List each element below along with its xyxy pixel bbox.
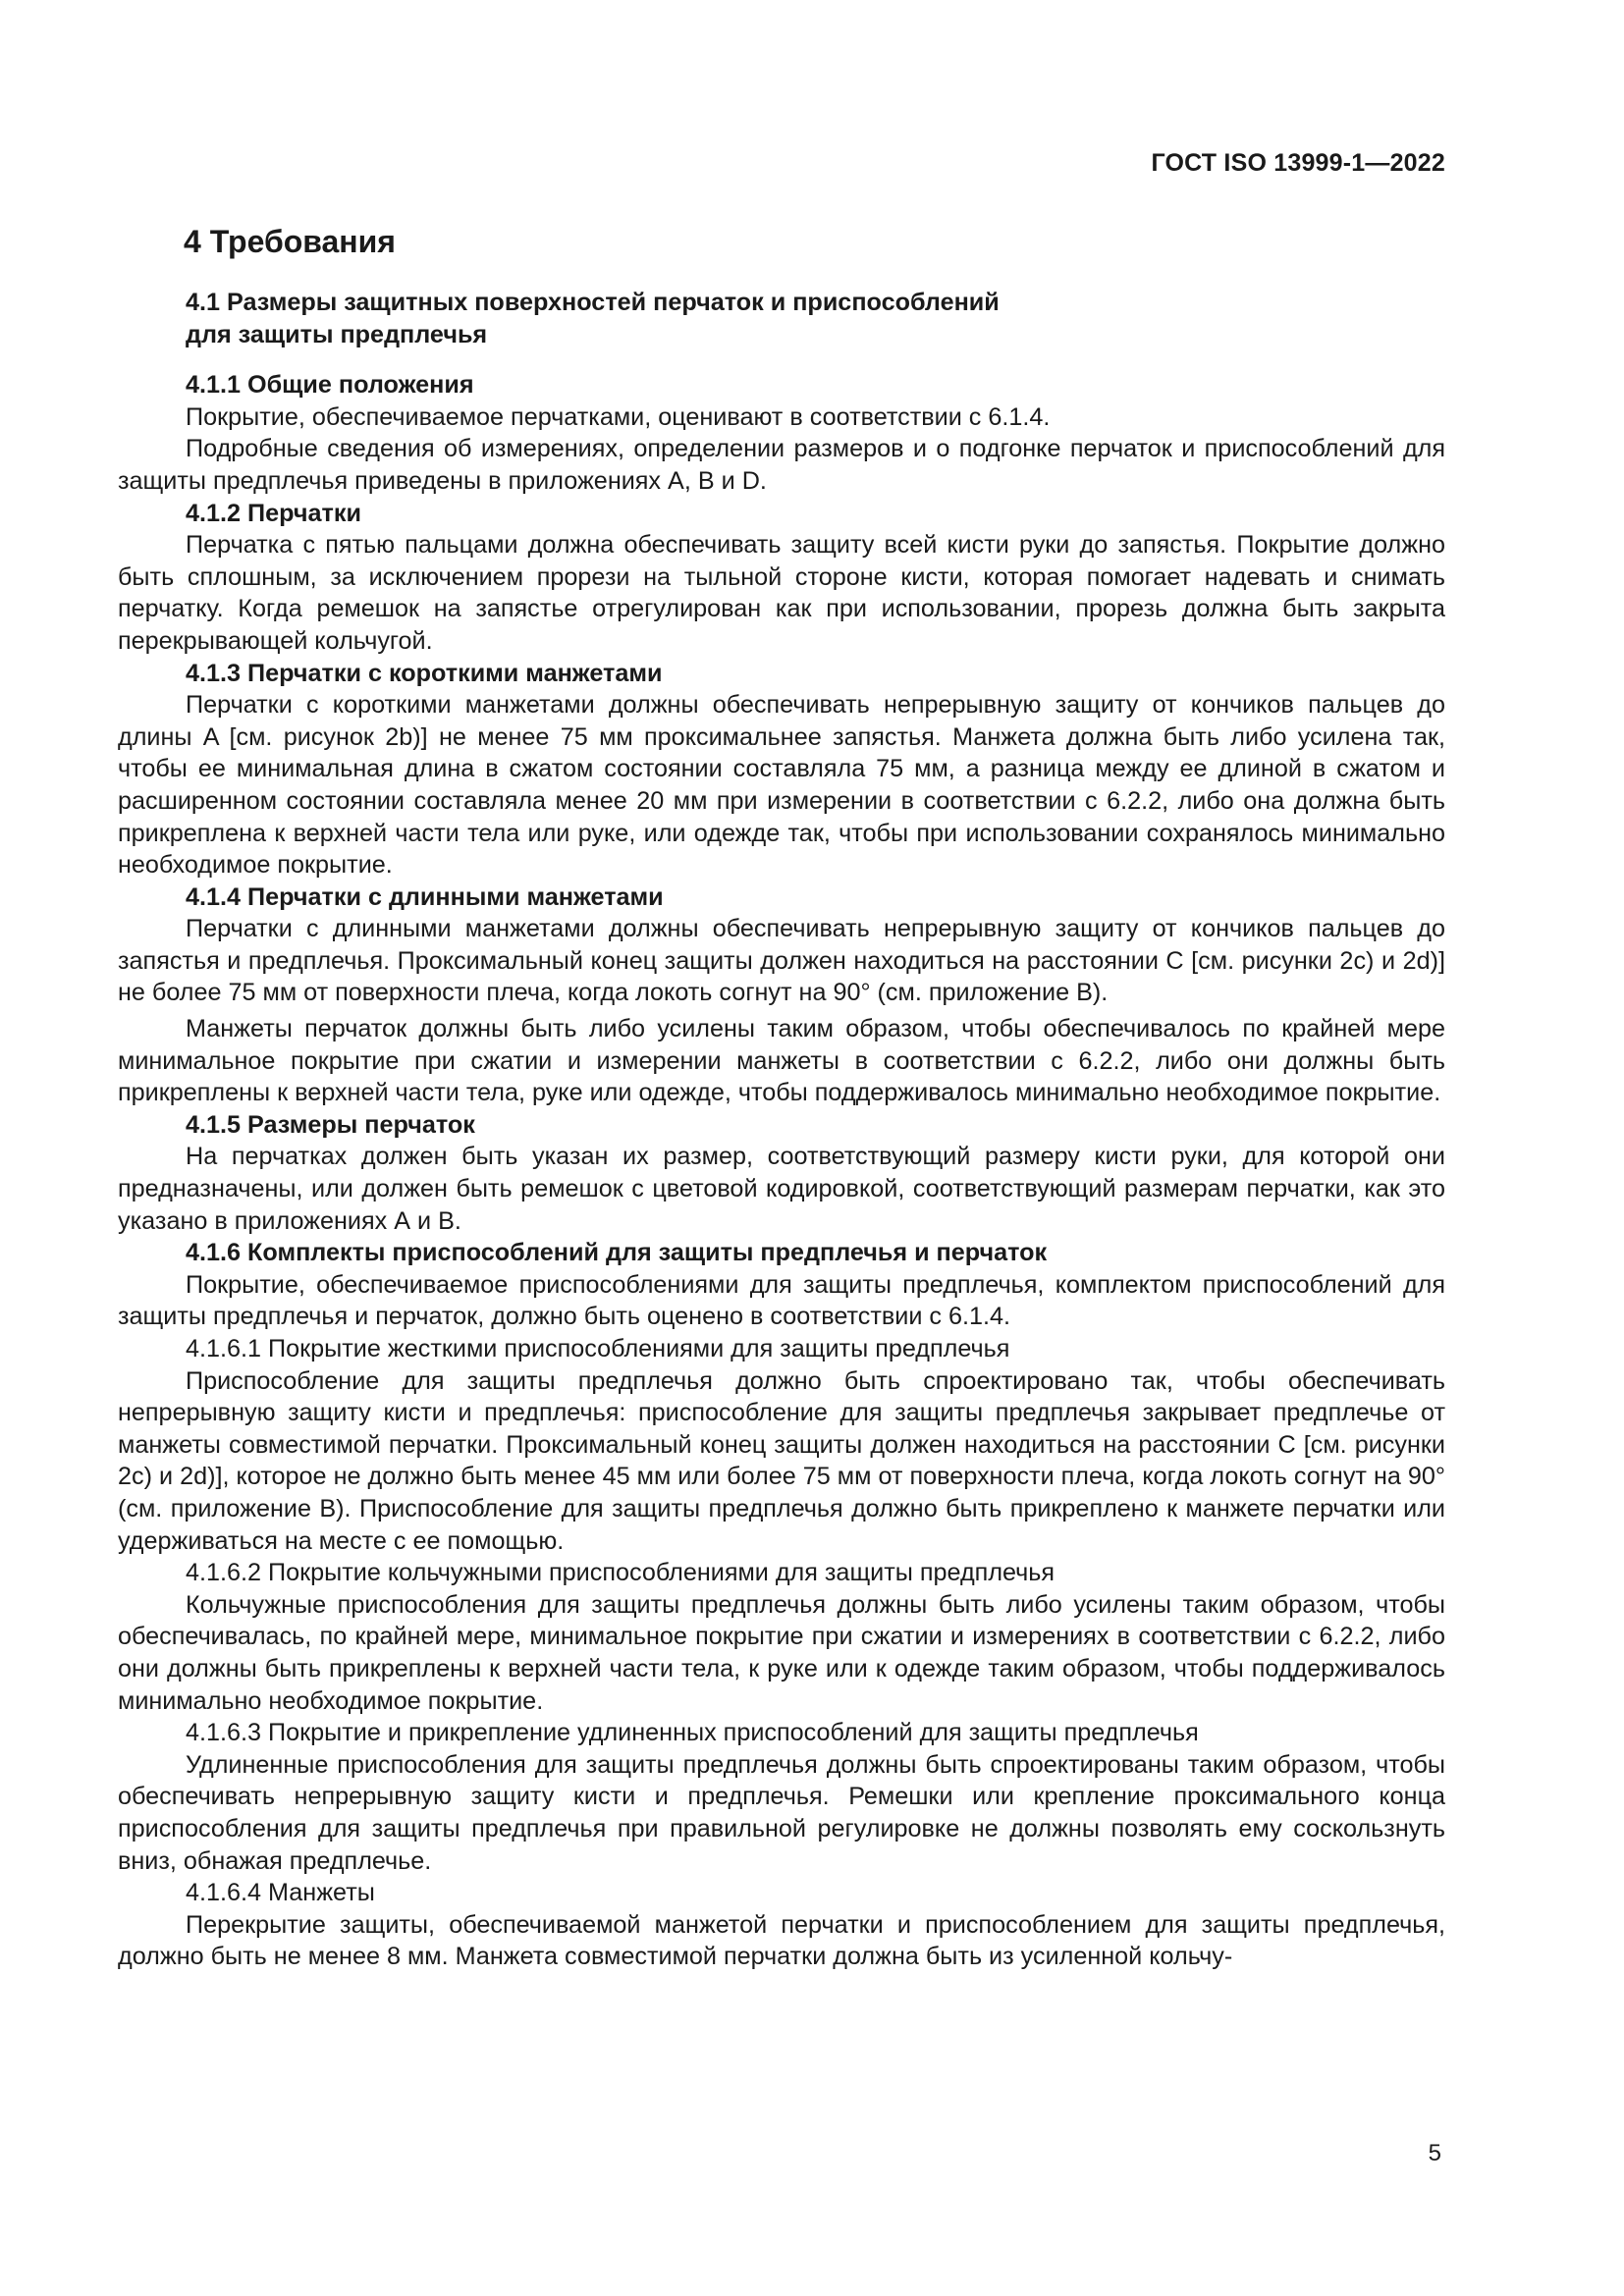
clause-4-1-2-title: 4.1.2 Перчатки	[186, 499, 361, 527]
paragraph: Покрытие, обеспечиваемое приспособлениями для защиты предплечья, комплектом приспособлений для защиты предплечья и перчаток, должно быть оценено в соответствии с 6.1.4.	[118, 1270, 1445, 1331]
paragraph: Перчатки с длинными манжетами должны обеспечивать непрерывную защиту от кончиков пальцев до запястья и предплечья. Проксимальный конец защиты должен находиться на расстоянии C [см. рисунки 2c) и 2d)] не более 75 мм от поверхности плеча, когда локоть согнут на 90° (см. приложение В).	[118, 915, 1445, 1007]
clause-4-1-4-title: 4.1.4 Перчатки с длинными манжетами	[186, 882, 664, 911]
clause-4-1-6-3-title: 4.1.6.3 Покрытие и прикрепление удлиненных приспособлений для защиты предплечья	[186, 1719, 1199, 1747]
clause-4-1-6-title: 4.1.6 Комплекты приспособлений для защиты предплечья и перчаток	[186, 1239, 1048, 1267]
paragraph: Кольчужные приспособления для защиты предплечья должны быть либо усилены таким образом, чтобы обеспечивалась, по крайней мере, минимальное покрытие при сжатии и измерениях в соответствии с 6.2.2, либо они должны быть прикреплены к верхней части тела, к руке или к одежде таким образом, чтобы поддерживалось минимально необходимое покрытие.	[118, 1590, 1445, 1715]
paragraph: Удлиненные приспособления для защиты предплечья должны быть спроектированы таким образом, чтобы обеспечивать непрерывную защиту кисти и предплечья. Ремешки или крепление проксимального конца приспособления для защиты предплечья при правильной регулировке не должны позволять ему соскользнуть вниз, обнажая предплечье.	[118, 1750, 1445, 1875]
paragraph: На перчатках должен быть указан их размер, соответствующий размеру кисти руки, для которой они предназначены, или должен быть ремешок с цветовой кодировкой, соответствующий размерам перчатки, как это указано в приложениях А и В.	[118, 1143, 1445, 1235]
paragraph: Подробные сведения об измерениях, определении размеров и о подгонке перчаток и приспособлений для защиты предплечья приведены в приложениях А, В и D.	[118, 435, 1445, 495]
paragraph: Перчатки с короткими манжетами должны обеспечивать непрерывную защиту от кончиков пальцев до длины A [см. рисунок 2b)] не менее 75 мм проксимальнее запястья. Манжета должна быть либо усилена так, чтобы ее минимальная длина в сжатом состоянии составляла 75 мм, а разница между ее длиной в сжатом и расширенном состоянии составляла менее 20 мм при измерении в соответствии с 6.2.2, либо она должна быть прикреплена к верхней части тела или руке, или одежде так, чтобы при использовании сохранялось минимально необходимое покрытие.	[118, 691, 1445, 880]
clause-4-1-1-title: 4.1.1 Общие положения	[186, 371, 474, 400]
clause-4-1-3-title: 4.1.3 Перчатки с короткими манжетами	[186, 659, 663, 687]
page-number: 5	[1428, 2140, 1441, 2166]
document-body	[118, 287, 1445, 1973]
paragraph: Манжеты перчаток должны быть либо усилены таким образом, чтобы обеспечивалось по крайней мере минимальное покрытие при сжатии и измерении манжеты в соответствии с 6.2.2, либо они должны быть прикреплены к верхней части тела, руке или одежде, чтобы поддерживалось минимально необходимое покрытие.	[118, 1015, 1445, 1107]
section-title: 4 Требования	[184, 224, 396, 259]
subsection-4-1-title-line: 4.1 Размеры защитных поверхностей перчаток и приспособлений	[186, 289, 1000, 316]
clause-4-1-5-title: 4.1.5 Размеры перчаток	[186, 1110, 475, 1139]
clause-4-1-6-1-title: 4.1.6.1 Покрытие жесткими приспособлениями для защиты предплечья	[186, 1335, 1010, 1362]
subsection-4-1-title-line: для защиты предплечья	[186, 320, 488, 348]
paragraph: Перчатка с пятью пальцами должна обеспечивать защиту всей кисти руки до запястья. Покрытие должно быть сплошным, за исключением прорези на тыльной стороне кисти, которая помогает надевать и снимать перчатку. Когда ремешок на запястье отрегулирован как при использовании, прорезь должна быть закрыта перекрывающей кольчугой.	[118, 531, 1445, 655]
paragraph: Приспособление для защиты предплечья должно быть спроектировано так, чтобы обеспечивать непрерывную защиту кисти и предплечья: приспособление для защиты предплечья закрывает предплечье от манжеты совместимой перчатки. Проксимальный конец защиты должен находиться на расстоянии C [см. рисунки 2c) и 2d)], которое не должно быть менее 45 мм или более 75 мм от поверхности плеча, когда локоть согнут на 90° (см. приложение В). Приспособление для защиты предплечья должно быть прикреплено к манжете перчатки или удерживаться на месте с ее помощью.	[118, 1366, 1445, 1555]
subsection-4-1-title	[118, 287, 1445, 350]
clause-4-1-6-4-title: 4.1.6.4 Манжеты	[186, 1879, 375, 1907]
clause-4-1-6-2-title: 4.1.6.2 Покрытие кольчужными приспособлениями для защиты предплечья	[186, 1559, 1056, 1587]
paragraph: Перекрытие защиты, обеспечиваемой манжетой перчатки и приспособлением для защиты предплечья, должно быть не менее 8 мм. Манжета совместимой перчатки должна быть из усиленной кольчу-	[118, 1910, 1445, 1971]
standard-designation: ГОСТ ISO 13999-1—2022	[1151, 149, 1445, 177]
paragraph: Покрытие, обеспечиваемое перчатками, оценивают в соответствии с 6.1.4.	[186, 402, 1051, 431]
